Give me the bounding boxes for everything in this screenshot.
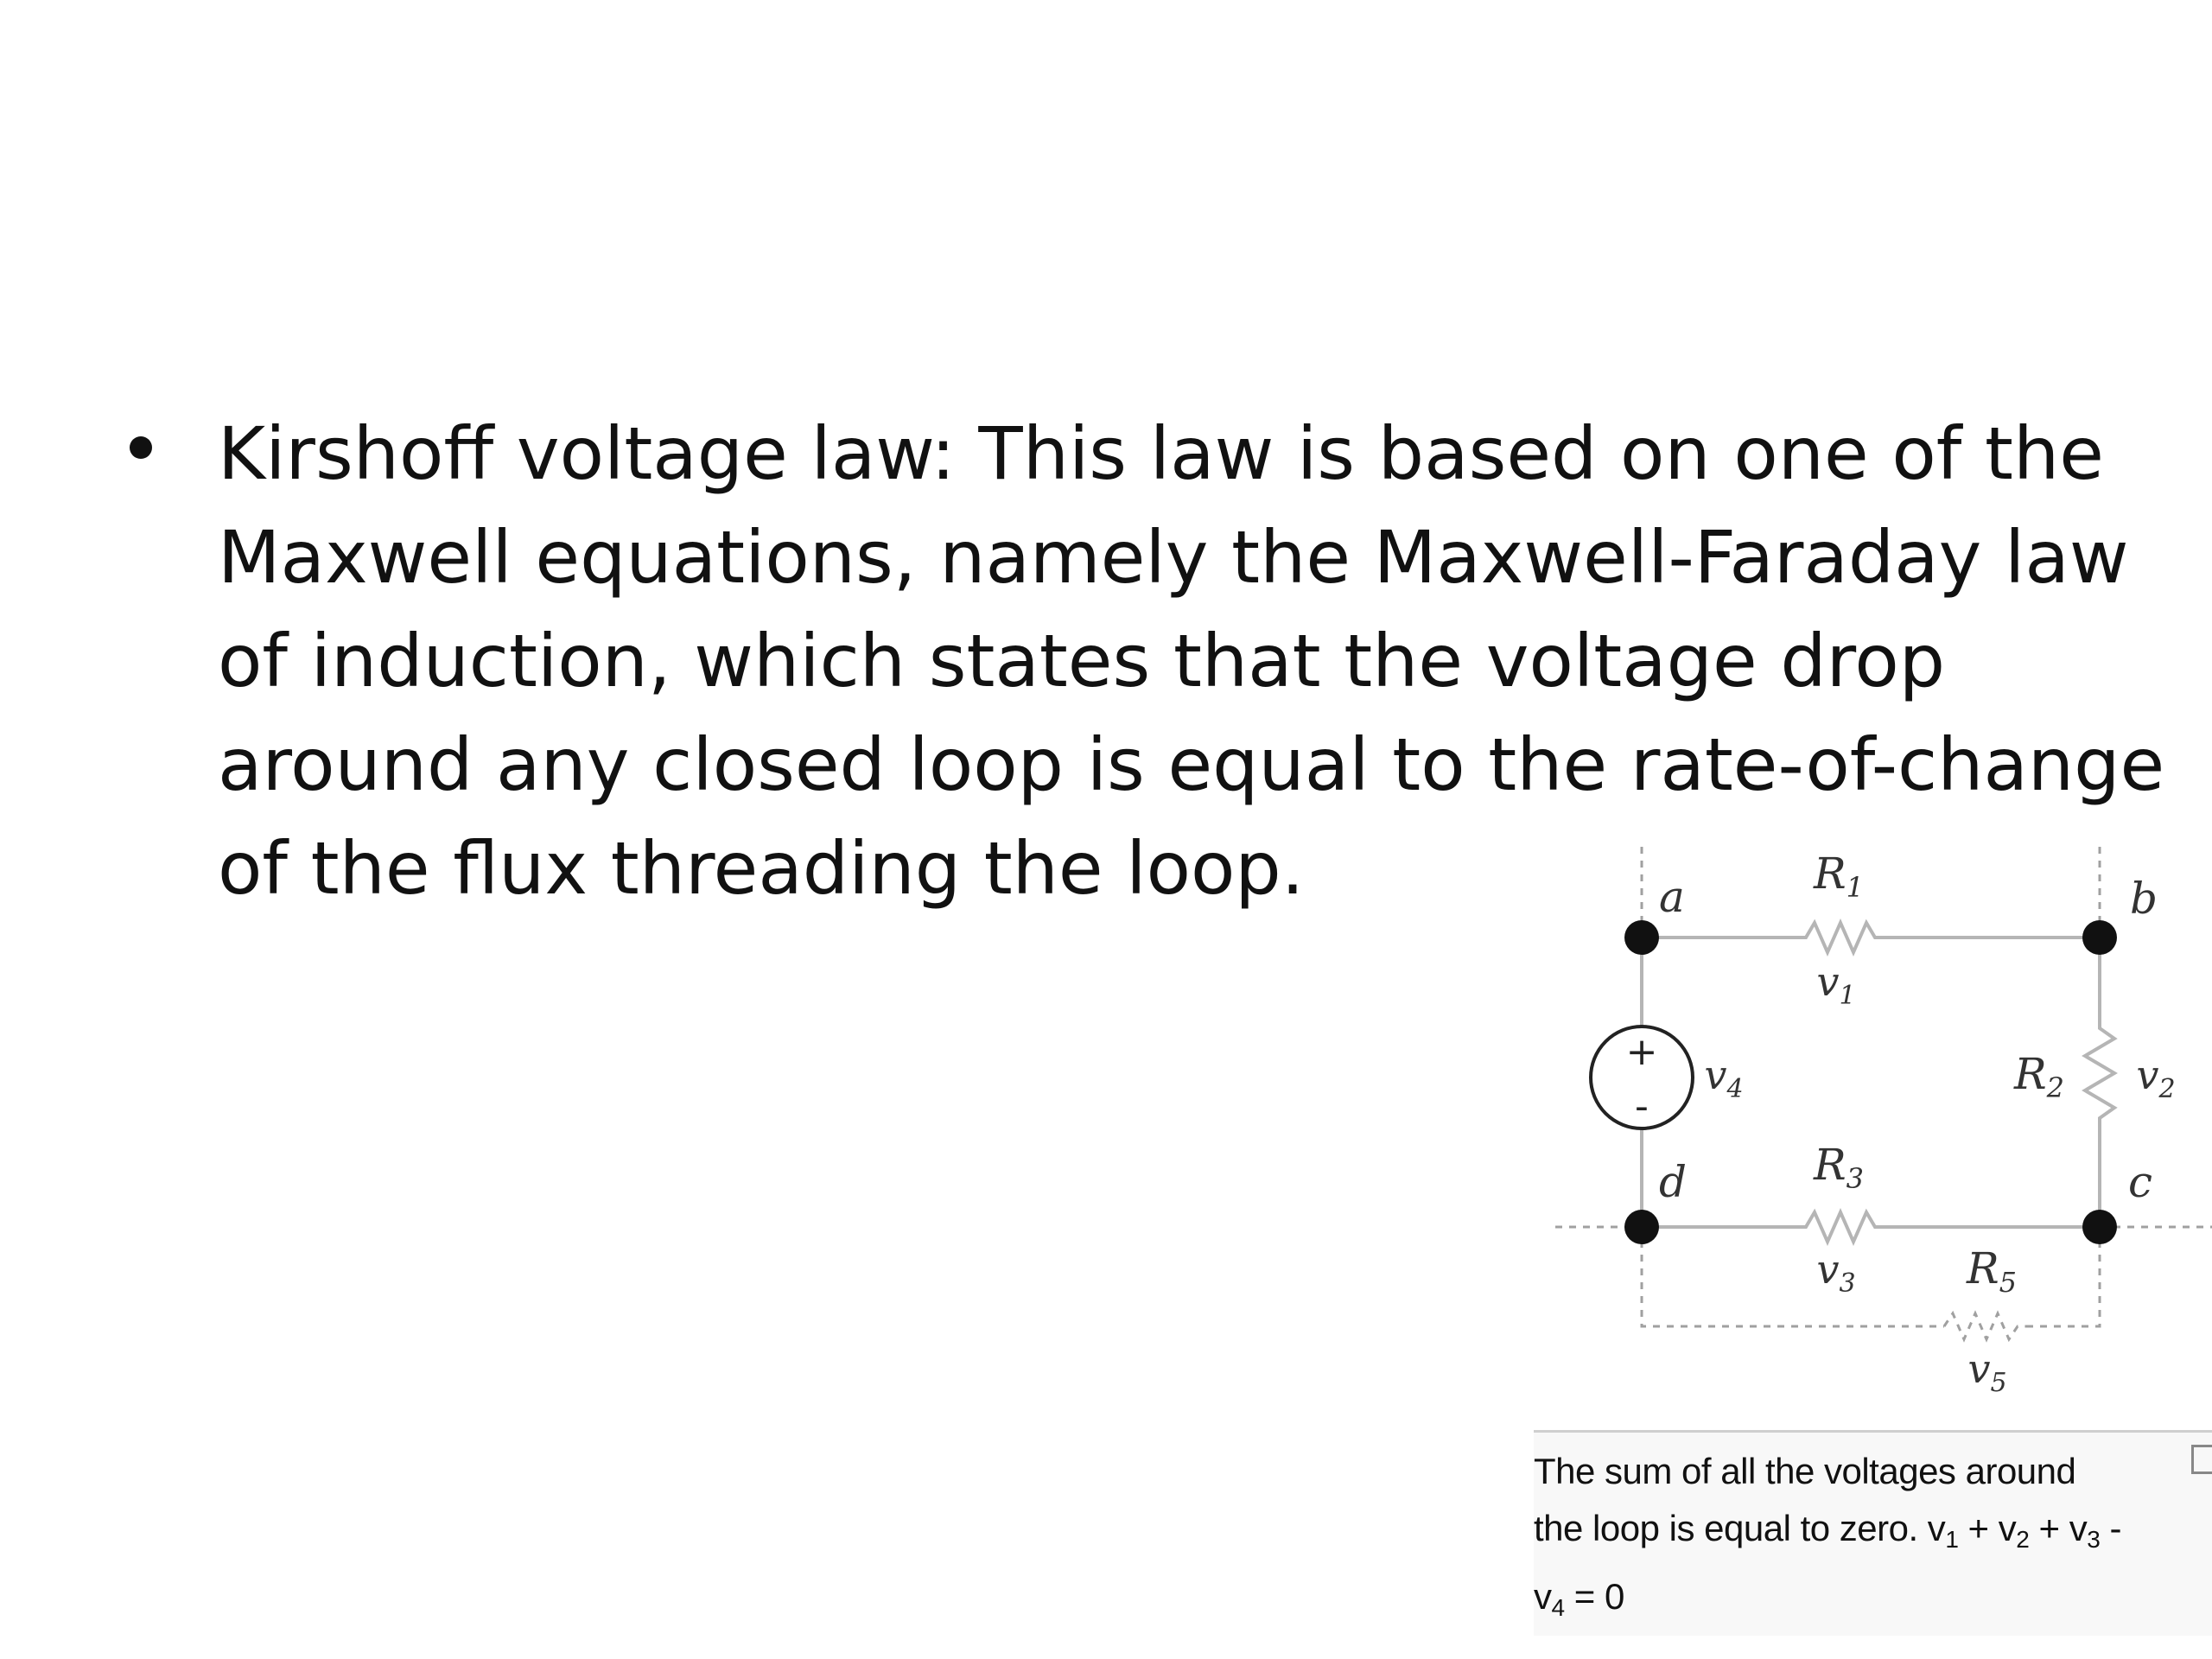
wire-top-r1 bbox=[1642, 923, 2100, 952]
source-plus: + bbox=[1625, 1030, 1658, 1074]
caption-text bbox=[1534, 1443, 2208, 1637]
guide-bottom-left bbox=[1642, 1227, 1944, 1326]
r5-label: $R_5$ bbox=[1966, 1243, 2018, 1299]
guide-bottom-right bbox=[2026, 1227, 2100, 1326]
r1-label: $R_1$ bbox=[1813, 849, 1865, 904]
bullet-line-4: around any closed loop is equal to the rate-of-change bbox=[218, 722, 2165, 807]
v5-label: $v_5$ bbox=[1967, 1345, 2007, 1398]
caption-line-3: $v_4 = 0$ bbox=[1534, 1576, 1624, 1621]
v4-label: $v_4$ bbox=[1704, 1052, 1744, 1104]
wire-bottom-r3 bbox=[1642, 1212, 2100, 1242]
circuit-diagram bbox=[1534, 830, 2212, 1434]
node-a-dot bbox=[1624, 920, 1659, 955]
bullet-line-2: Maxwell equations, namely the Maxwell-Faraday law bbox=[218, 515, 2129, 600]
node-c-label: c bbox=[2128, 1157, 2153, 1207]
node-b-label: b bbox=[2130, 874, 2158, 924]
bullet-dot-icon bbox=[130, 436, 152, 459]
enlarge-icon[interactable] bbox=[2191, 1445, 2212, 1474]
bullet-line-3: of induction, which states that the voltage drop bbox=[218, 619, 1946, 703]
resistor-r5-zigzag bbox=[1944, 1313, 2026, 1339]
v3-label: $v_3$ bbox=[1816, 1246, 1856, 1299]
r2-label: $R_2$ bbox=[2013, 1049, 2065, 1104]
v2-label: $v_2$ bbox=[2136, 1052, 2176, 1104]
bullet-line-5: of the flux threading the loop. bbox=[218, 826, 1305, 911]
caption-line-2: the loop is equal to zero. $v_1 + v_2 + v_3$ - bbox=[1534, 1508, 2121, 1553]
node-d-label: d bbox=[1659, 1157, 1688, 1207]
node-c-dot bbox=[2082, 1210, 2117, 1244]
v1-label: $v_1$ bbox=[1816, 958, 1856, 1011]
bullet-line-1: Kirshoff voltage law: This law is based on one of the bbox=[218, 411, 2104, 496]
node-a-label: a bbox=[1659, 872, 1685, 922]
source-minus: - bbox=[1635, 1084, 1649, 1128]
node-b-dot bbox=[2082, 920, 2117, 955]
caption-line-1: The sum of all the voltages around bbox=[1534, 1451, 2076, 1491]
wire-right-r2 bbox=[2085, 938, 2114, 1227]
node-d-dot bbox=[1624, 1210, 1659, 1244]
figure-caption bbox=[1534, 1430, 2212, 1636]
r3-label: $R_3$ bbox=[1813, 1140, 1865, 1195]
